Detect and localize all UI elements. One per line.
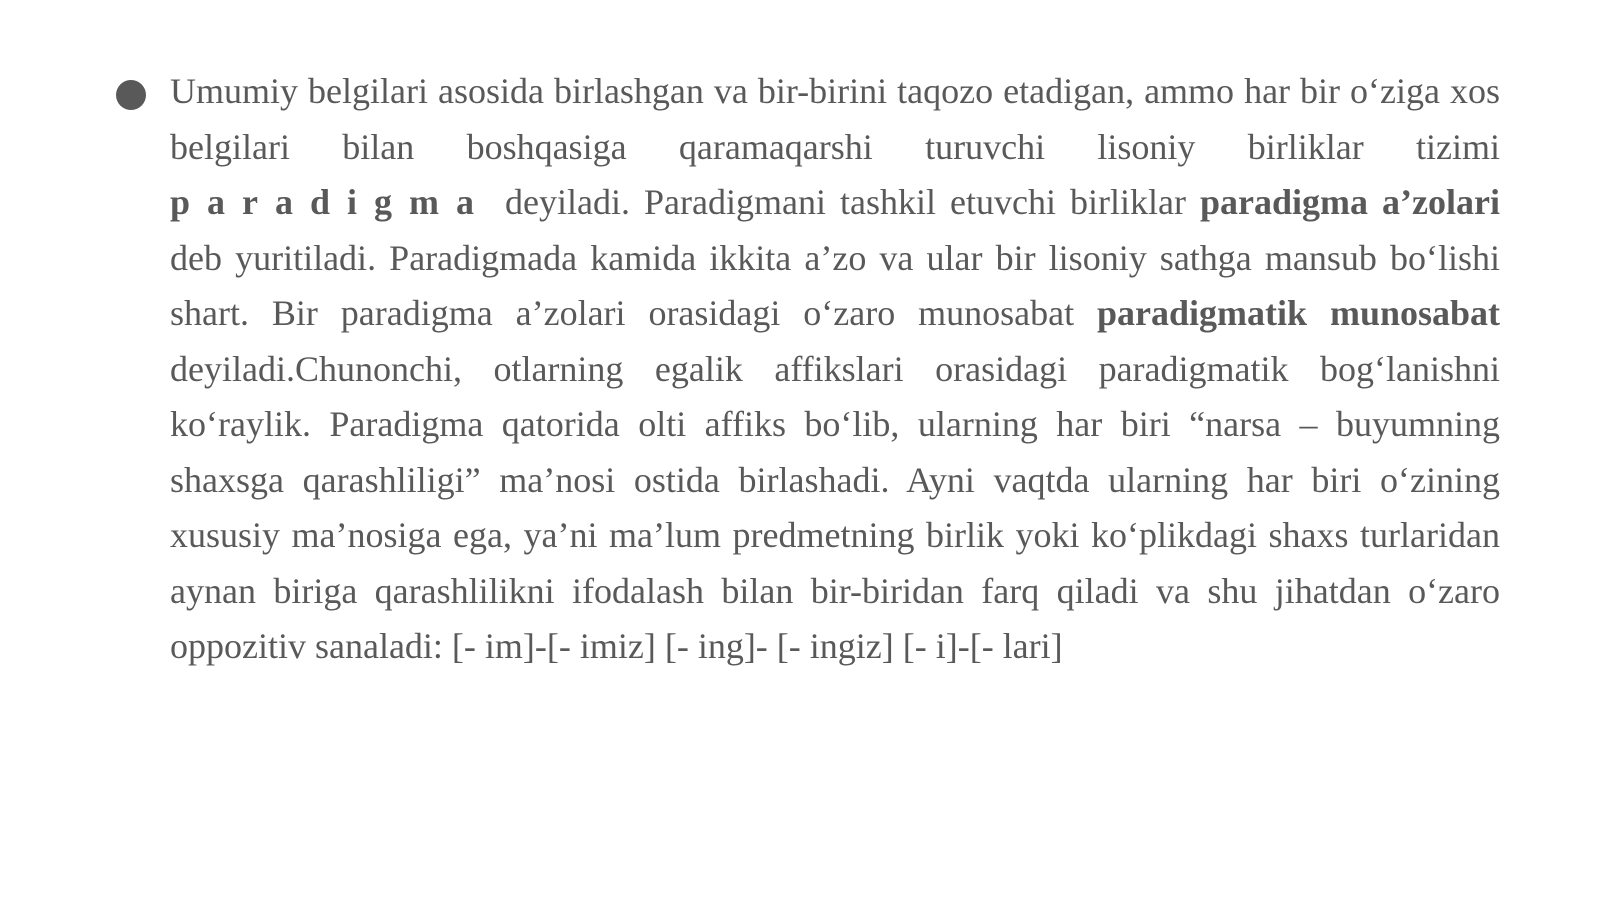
paragraph-text <box>170 64 1500 675</box>
term-paradigmatik-munosabat: paradigmatik munosabat <box>1097 293 1501 333</box>
text-segment-3: deb yuritiladi. Paradigmada kamida ikkita a’zo va ular bir lisoniy sathga mansub bo‘lishi shart. Bir paradigma a’zolari orasidagi o‘zaro munosabat <box>170 237 1500 333</box>
term-paradigma-azolari: paradigma a’zolari <box>1200 182 1500 222</box>
text-segment-2: deyiladi. Paradigmani tashkil etuvchi birliklar <box>491 182 1200 222</box>
bullet-item <box>170 64 1500 675</box>
text-segment-4: deyiladi.Chunonchi, otlarning egalik affikslari orasidagi paradigmatik bog‘lanishni ko‘raylik. Paradigma qatorida olti affiks bo‘lib, ularning har biri “narsa – buyumning shaxsga qarashliligi” ma’nosi ostida birlashadi. Ayni vaqtda ularning har biri o‘zining xususiy ma’nosiga ega, ya’ni ma’lum predmetning birlik yoki ko‘plikdagi shaxs turlaridan aynan biriga qarashlilikni ifodalash bilan bir-biridan farq qiladi va shu jihatdan o‘zaro oppozitiv sanaladi: [- im]-[- imiz] [- ing]- [- ingiz] [- i]-[- lari] <box>170 348 1500 666</box>
text-segment-1: Umumiy belgilari asosida birlashgan va bir-birini taqozo etadigan, ammo har bir o‘ziga xos belgilari bilan boshqasiga qaramaqarshi turuvchi lisoniy birliklar tizimi <box>170 71 1500 167</box>
bullet-dot-icon <box>116 80 146 110</box>
term-paradigma: paradigma <box>170 182 492 222</box>
bullet-list <box>0 64 1600 675</box>
